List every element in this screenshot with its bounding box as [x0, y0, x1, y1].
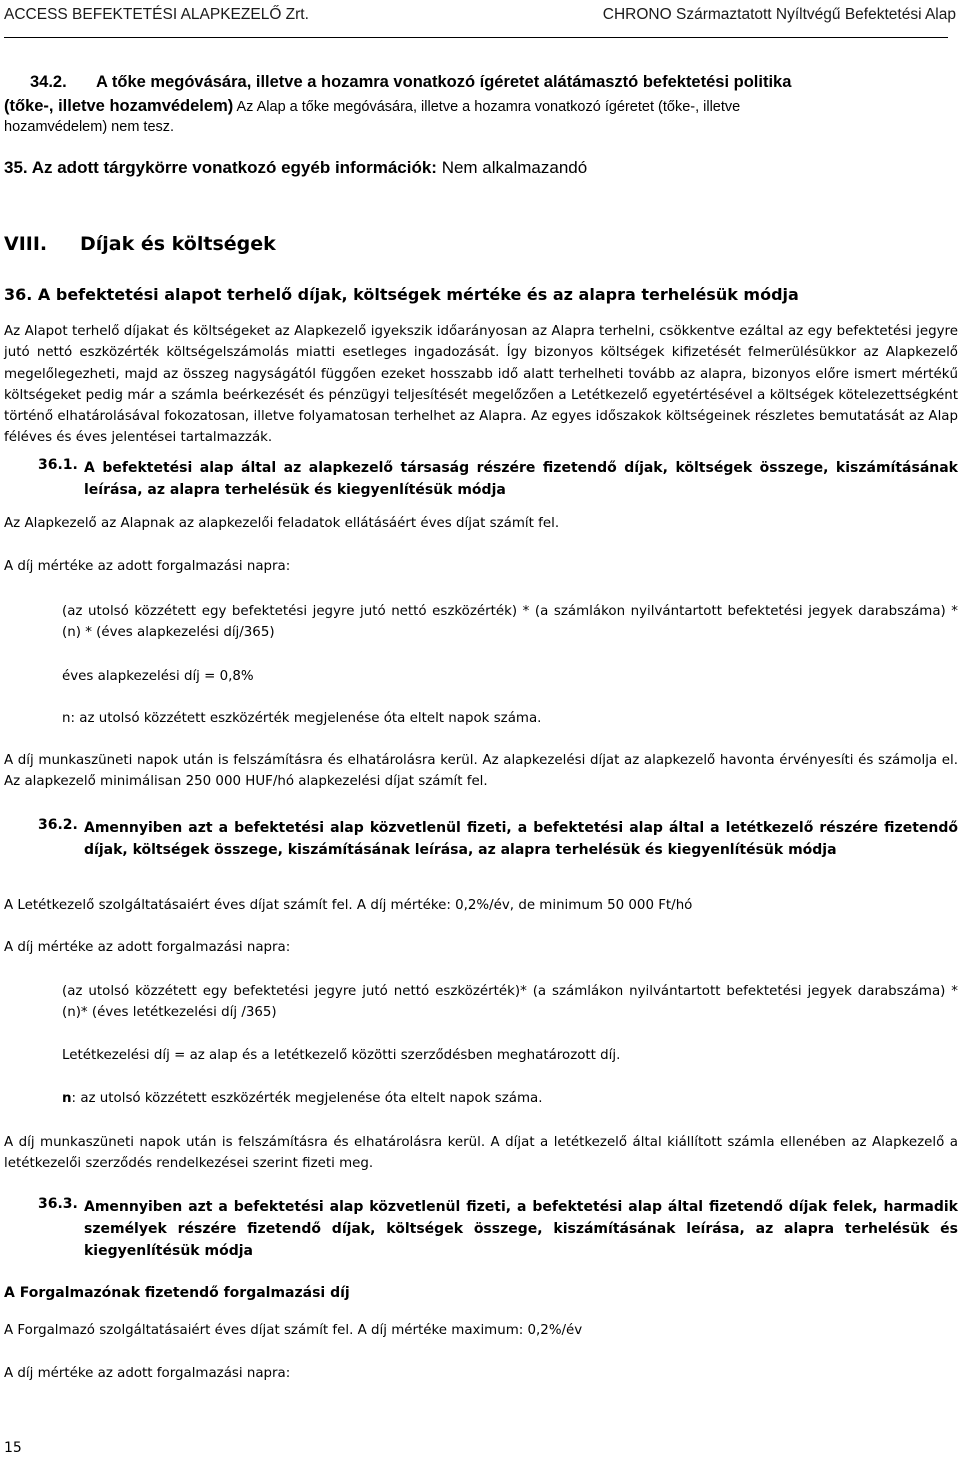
section-34-2-title: A tőke megóvására, illetve a hozamra vonatkozó ígéretet alátámasztó befektetési politika — [96, 73, 792, 91]
section-36-2-title: Amennyiben azt a befektetési alap közvetlenül fizeti, a befektetési alap által a letétkezelő részére fizetendő díjak, költségek összege, kiszámításának leírása, az alapra terhelésük és kiegyenlítésük módja — [84, 820, 958, 858]
section-36-2-n — [62, 1088, 958, 1109]
section-36-2-n-symbol: n — [62, 1091, 72, 1106]
section-36-2-formula: (az utolsó közzétett egy befektetési jegyre jutó nettó eszközérték)* (a számlákon nyilvántartott befektetési jegyek darabszáma) * (n)* (éves letétkezelési díj /365) — [62, 984, 958, 1021]
section-36-2-number: 36.2. — [38, 817, 78, 833]
section-36-3-number: 36.3. — [38, 1196, 78, 1212]
section-36-2-n-text: : az utolsó közzétett eszközérték megjelenése óta eltelt napok száma. — [71, 1091, 543, 1106]
section-36-1-formula: (az utolsó közzétett egy befektetési jegyre jutó nettó eszközérték) * (a számlákon nyilvántartott befektetési jegyek darabszáma) * (n) * (éves alapkezelési díj/365) — [62, 604, 958, 641]
section-36-2-p2: A díj mértéke az adott forgalmazási napra: — [4, 940, 291, 955]
header-left: ACCESS BEFEKTETÉSI ALAPKEZELŐ Zrt. — [4, 6, 309, 23]
section-36-1-p3: A díj munkaszüneti napok után is felszámításra és elhatárolásra kerül. Az alapkezelési díjat az alapkezelő havonta érvényesíti és számolja el. Az alapkezelő minimálisan 250 000 HUF/hó alapkezelési díjat számít fel. — [4, 753, 958, 790]
header-divider — [4, 37, 948, 38]
section-36-title: 36. A befektetési alapot terhelő díjak, költségek mértéke és az alapra terhelésük módja — [4, 285, 799, 304]
section-34-2-text: Az Alap a tőke megóvására, illetve a hozamra vonatkozó ígéretet (tőke-, illetve — [233, 99, 741, 115]
section-36-3-subheading: A Forgalmazónak fizetendő forgalmazási díj — [4, 1285, 350, 1301]
section-36-1-title: A befektetési alap által az alapkezelő társaság részére fizetendő díjak, költségek összege, kiszámításának leírása, az alapra terhelésük és kiegyenlítésük módja — [84, 460, 958, 498]
section-36-3-title: Amennyiben azt a befektetési alap közvetlenül fizeti, a befektetési alap által fizetendő díjak felek, harmadik személyek részére fizetendő díjak, költségek összege, kiszámításának leírása, az alapra terhelésük és kiegyenlítésük módja — [84, 1199, 958, 1259]
section-36-2-fee: Letétkezelési díj = az alap és a letétkezelő közötti szerződésben meghatározott díj. — [62, 1048, 621, 1063]
section-35-value: Nem alkalmazandó — [436, 158, 588, 177]
section-34-2-line2 — [4, 96, 958, 116]
section-35 — [4, 158, 587, 178]
page-number: 15 — [4, 1440, 22, 1456]
section-36-2-p3: A díj munkaszüneti napok után is felszámításra és elhatárolásra kerül. A díjat a letétkezelő által kiállított számla ellenében az Alapkezelő a letétkezelői szerződés rendelkezései szerint fizeti meg. — [4, 1135, 958, 1172]
section-34-2-title-cont: (tőke-, illetve hozamvédelem) — [4, 97, 234, 115]
section-35-label: 35. Az adott tárgykörre vonatkozó egyéb információk: — [4, 158, 437, 177]
section-36-1-p1: Az Alapkezelő az Alapnak az alapkezelői feladatok ellátásáért éves díjat számít fel. — [4, 516, 560, 531]
section-36-paragraph: Az Alapot terhelő díjakat és költségeket az Alapkezelő igyekszik időarányosan az Alapra terhelni, csökkentve ezáltal az egy befektetési jegyre jutó nettó eszközérték költségelszámolás miatti esetleges ingadozását. Így bizonyos költségek kifizetését felmerülésükkor az Alapkezelő megelőlegezheti, majd az összeg nagyságától függően ezeket hosszabb idő alatt terhelheti tovább az alapra, bizonyos előre ismert mértékű költségeket pedig már a számla beérkezését és pénzügyi teljesítését megelőzően a Letétkezelő egyetértésével a költségek kötelezettségként történő elhatárolásával fokozatosan, illetve folyamatosan terhelhet az Alapra. Az egyes időszakok költségeinek részletes bemutatását az Alap féléves és éves jelentései tartalmazzák. — [4, 324, 958, 446]
section-34-2-number: 34.2. — [30, 73, 67, 91]
section-36-1-n: n: az utolsó közzétett eszközérték megjelenése óta eltelt napok száma. — [62, 711, 542, 726]
section-36-3-p2: A díj mértéke az adott forgalmazási napra: — [4, 1366, 291, 1381]
section-36-2-p1: A Letétkezelő szolgáltatásaiért éves díjat számít fel. A díj mértéke: 0,2%/év, de minimum 50 000 Ft/hó — [4, 898, 693, 913]
section-36-3-p1: A Forgalmazó szolgáltatásaiért éves díjat számít fel. A díj mértéke maximum: 0,2%/év — [4, 1323, 583, 1338]
section-36-1-p2: A díj mértéke az adott forgalmazási napra: — [4, 559, 291, 574]
chapter-number: VIII. — [4, 233, 48, 255]
section-34-2-text-cont: hozamvédelem) nem tesz. — [4, 119, 175, 135]
section-36-1-number: 36.1. — [38, 457, 78, 473]
section-36-1-rate: éves alapkezelési díj = 0,8% — [62, 669, 254, 684]
header-right: CHRONO Származtatott Nyíltvégű Befektetési Alap — [602, 6, 956, 23]
chapter-title: Díjak és költségek — [80, 233, 276, 255]
